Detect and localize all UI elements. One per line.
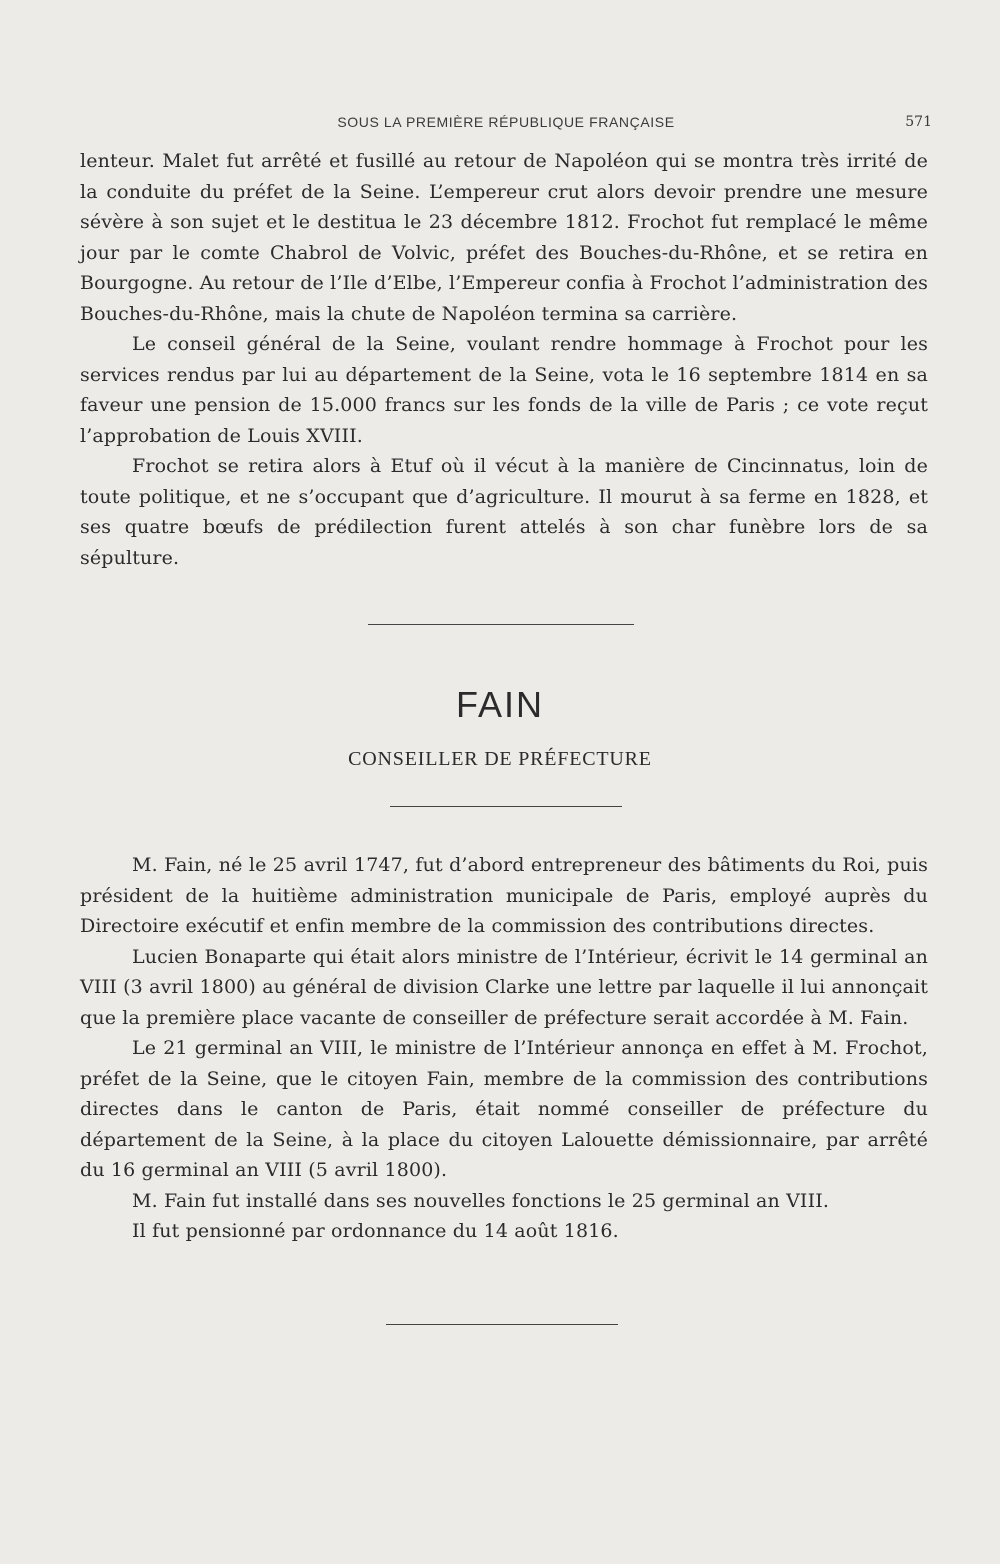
running-head [80, 114, 932, 134]
paragraph: Le conseil général de la Seine, voulant rendre hommage à Frochot pour les services rendus par lui au département de la Seine, vota le 16 septembre 1814 en sa faveur une pension de 15.000 francs sur les fonds de la ville de Paris ; ce vote reçut l’approbation de Louis XVIII. [80, 333, 928, 447]
paragraph: lenteur. Malet fut arrêté et fusillé au retour de Napoléon qui se montra très irrité de la conduite du préfet de la Seine. L’empereur crut alors devoir prendre une mesure sévère à son sujet et le destitua le 23 décembre 1812. Frochot fut remplacé le même jour par le comte Chabrol de Volvic, préfet des Bouches-du-Rhône, et se retira en Bourgogne. Au retour de l’Ile d’Elbe, l’Empereur confia à Frochot l’administration des Bouches-du-Rhône, mais la chute de Napoléon termina sa carrière. [80, 150, 928, 325]
frochot-section-text [80, 146, 928, 573]
paragraph: M. Fain, né le 25 avril 1747, fut d’abord entrepreneur des bâtiments du Roi, puis président de la huitième administration municipale de Paris, employé auprès du Directoire exécutif et enfin membre de la commission des contributions directes. [80, 854, 928, 937]
paragraph: Frochot se retira alors à Etuf où il vécut à la manière de Cincinnatus, loin de toute politique, et ne s’occupant que d’agriculture. Il mourut à sa ferme en 1828, et ses quatre bœufs de prédilection furent attelés à son char funèbre lors de sa sépulture. [80, 455, 928, 569]
paragraph: Le 21 germinal an VIII, le ministre de l’Intérieur annonça en effet à M. Frochot, préfet de la Seine, que le citoyen Fain, membre de la commission des contributions directes dans le canton de Paris, était nommé conseiller de préfecture du département de la Seine, à la place du citoyen Lalouette démissionnaire, par arrêté du 16 germinal an VIII (5 avril 1800). [80, 1037, 928, 1181]
paragraph: Il fut pensionné par ordonnance du 14 août 1816. [132, 1220, 619, 1242]
running-title: SOUS LA PREMIÈRE RÉPUBLIQUE FRANÇAISE [337, 114, 675, 130]
paragraph: Lucien Bonaparte qui était alors ministre de l’Intérieur, écrivit le 14 germinal an VIII (3 avril 1800) au général de division Clarke une lettre par laquelle il lui annonçait que la première place vacante de conseiller de préfecture serait accordée à M. Fain. [80, 945, 928, 1029]
page-number: 571 [905, 114, 932, 130]
heading-divider [390, 806, 622, 807]
end-divider [386, 1324, 618, 1325]
section-heading: FAIN [455, 684, 544, 725]
section-subheading: CONSEILLER DE PRÉFECTURE [348, 748, 652, 770]
fain-section-text [80, 850, 928, 1247]
section-divider [368, 624, 634, 625]
paragraph: M. Fain fut installé dans ses nouvelles fonctions le 25 germinal an VIII. [132, 1189, 830, 1212]
